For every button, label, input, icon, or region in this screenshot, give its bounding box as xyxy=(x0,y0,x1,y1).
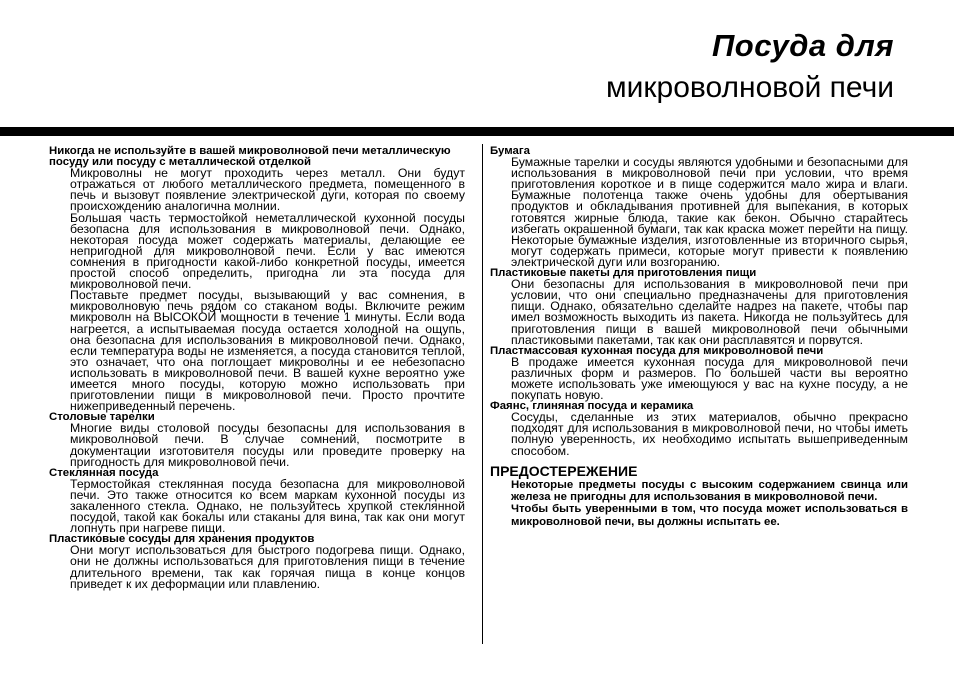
ceramic-heading: Фаянс, глиняная посуда и керамика xyxy=(490,400,694,413)
caution-text-2: Чтобы быть уверенными в том, что посуда может использоваться в микроволновой печи, вы должны испытать ее. xyxy=(511,503,908,528)
caution-heading: ПРЕДОСТЕРЕЖЕНИЕ xyxy=(490,462,638,479)
plastic-cookware-heading: Пластмассовая кухонная посуда для микроволновой печи xyxy=(490,344,824,357)
bags-text: Они безопасны для использования в микроволновой печи при условии, что они специально предназначены для приготовления пищи. Однако, обязательно сделайте надрез на пакете, чтобы пар имел возможность выходить из пакета. Никогда не пользуйтесь для приготовления пищи в вашей микроволновой печи обычными пластиковыми пакетами, так как они расплавятся и порвутся. xyxy=(511,277,908,347)
glass-heading: Стеклянная посуда xyxy=(49,466,159,479)
page-title-sub: микроволновой печи xyxy=(606,71,894,104)
tableware-text: Многие виды столовой посуды безопасны для использования в микроволновой печи. В случае сомнений, посмотрите в документации изготовителя посуды или проведите проверку на пригодность для микроволновой печи. xyxy=(70,421,465,469)
glass-text: Термостойкая стеклянная посуда безопасна для микроволновой печи. Это также относится ко всем маркам кухонной посуды из закаленного стекла. Однако, не пользуйтесь хрупкой стеклянной посудой, такой как бокалы или стаканы для вина, так как они могут лопнуть при нагреве пищи. xyxy=(70,476,465,536)
paper-text: Бумажные тарелки и сосуды являются удобными и безопасными для использования в микроволновой печи при условии, что время приготовления короткое и в пище содержится мало жира и влаги. Бумажные полотенца также очень удобны для обертывания продуктов и обкладывания противней для выпекания, в которых готовятся жирные блюда, такие как бекон. Обычно старайтесь избегать окрашенной бумаги, так как краска может перейти на пищу. Некоторые бумажные изделия, изготовленные из вторичного сырья, могут содержать примеси, которые могут привести к появлению электрической дуги или возгоранию. xyxy=(511,155,908,269)
page-title-main: Посуда для xyxy=(711,28,894,63)
right-column xyxy=(490,146,908,528)
metal-warning-heading: Никогда не используйте в вашей микроволновой печи металлическую посуду или посуду с металлической отделкой xyxy=(49,145,451,169)
caution-text-1: Некоторые предметы посуды с высоким содержанием свинца или железа не пригодны для использования в микроволновой печи. xyxy=(511,478,908,503)
plastic-storage-heading: Пластиковые сосуды для хранения продуктов xyxy=(49,533,315,546)
metal-warning-para3: Поставьте предмет посуды, вызывающий у вас сомнения, в микроволновую печь рядом со стаканом воды. Включите режим микроволн на ВЫСОКОЙ мощности в течение 1 минуты. Если вода нагреется, а испытываемая посуда остается холодной на ощупь, она безопасна для использования в микроволновой печи. Однако, если температура воды не изменяется, а посуда становится теплой, это означает, что она поглощает микроволны и ее небезопасно использовать в микроволновой печи. В вашей кухне вероятно уже имеется много посуды, которую можно использовать при приготовлении пищи в микроволновой печи. Просто прочтите нижеприведенный перечень. xyxy=(70,288,465,414)
ceramic-text: Сосуды, сделанные из этих материалов, обычно прекрасно подходят для использования в микроволновой печи, но чтобы иметь полную уверенность, их необходимо испытать вышеприведенным способом. xyxy=(511,410,908,458)
metal-warning-para1: Микроволны не могут проходить через металл. Они будут отражаться от любого металлического предмета, помещенного в печь и вызовут появление электрической дуги, которая по своему происхождению аналогична молнии. xyxy=(70,166,465,214)
metal-warning-para2: Большая часть термостойкой неметаллической кухонной посуды безопасна для использования в микроволновой печи. Однако, некоторая посуда может содержать материалы, делающие ее непригодной для микроволновой печи. Если у вас имеются сомнения в пригодности какой-либо конкретной посуды, имеется простой способ определить, пригодна ли эта посуда для микроволновой печи. xyxy=(70,210,465,292)
left-column xyxy=(49,146,465,590)
column-divider xyxy=(482,144,483,644)
header-divider xyxy=(0,127,954,136)
plastic-storage-text: Они могут использоваться для быстрого подогрева пищи. Однако, они не должны использоваться для приготовления пищи в течение длительного времени, так как горячая пища в конце концов приведет к их деформации или плавлению. xyxy=(70,543,465,591)
bags-heading: Пластиковые пакеты для приготовления пищи xyxy=(490,267,757,280)
plastic-cookware-text: В продаже имеется кухонная посуда для микроволновой печи различных форм и размеров. По большей части вы вероятно можете использовать уже имеющуюся у вас на кухне посуду, а не покупать новую. xyxy=(511,354,908,403)
paper-heading: Бумага xyxy=(490,145,530,157)
tableware-heading: Столовые тарелки xyxy=(49,411,155,424)
